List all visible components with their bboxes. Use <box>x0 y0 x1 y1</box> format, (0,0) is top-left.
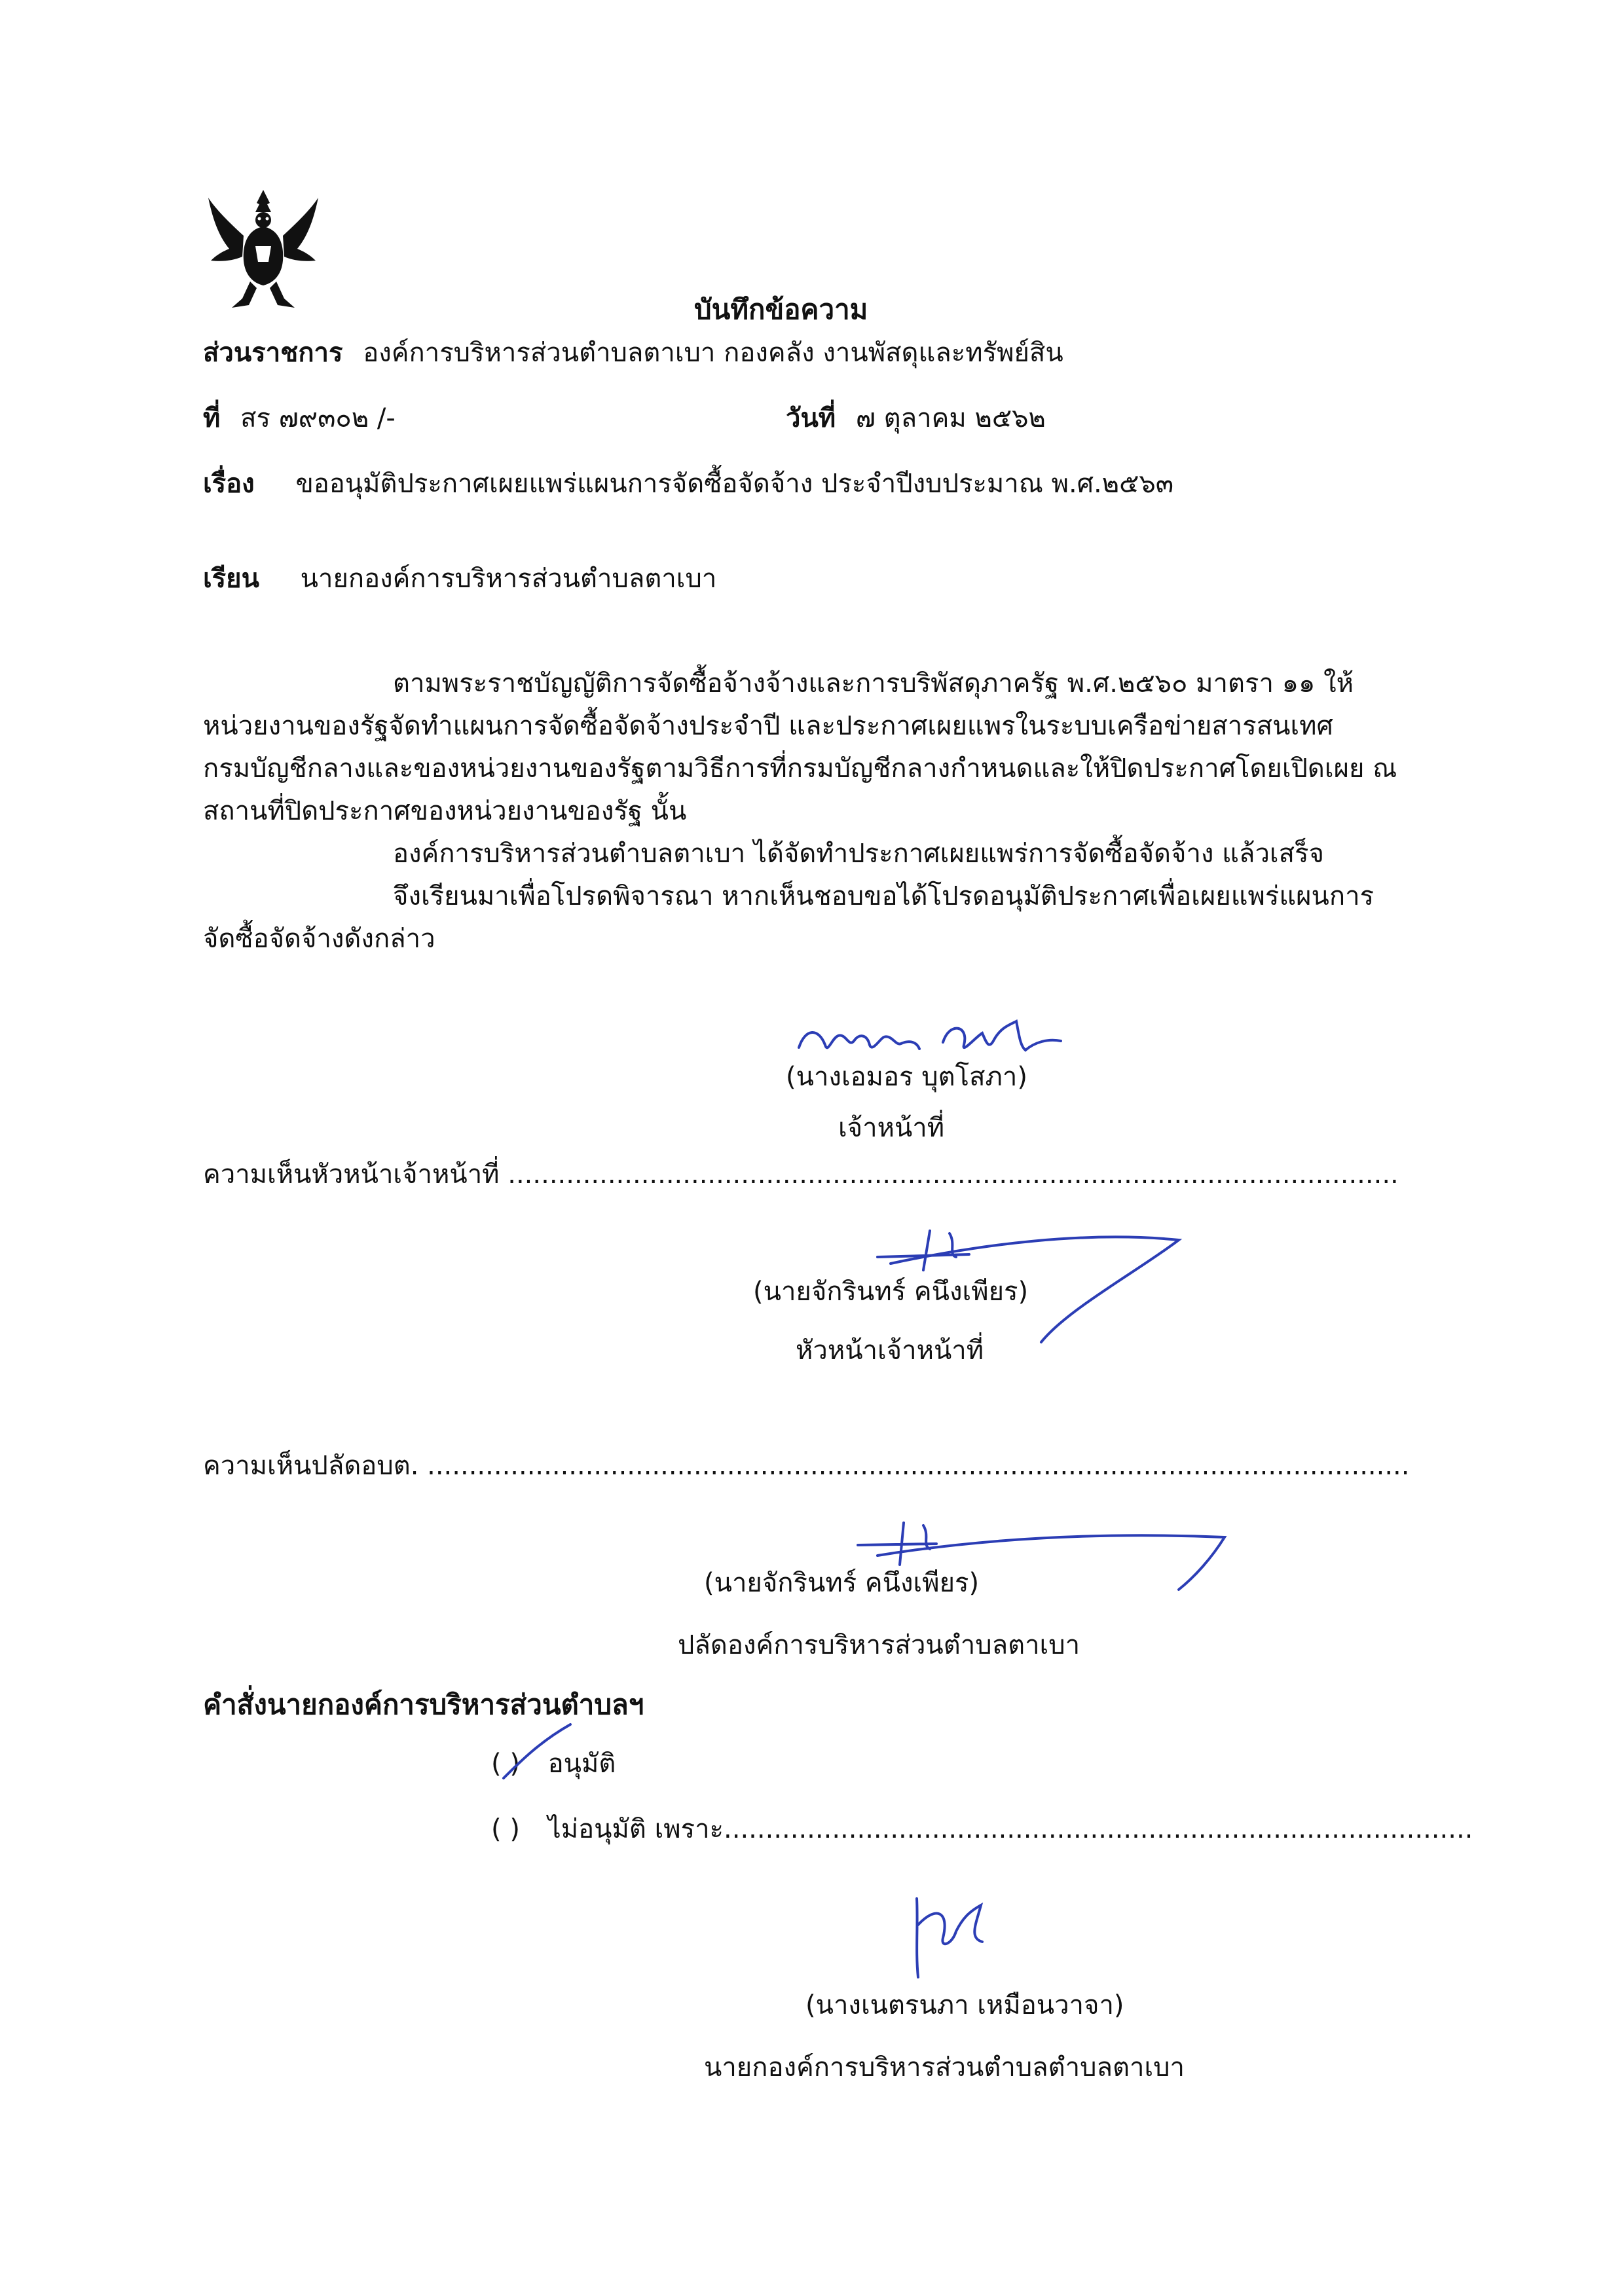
opinion-clerk-name: (นายจักรินทร์ คนึงเพียร) <box>704 1568 980 1598</box>
opinion-head-name: (นายจักรินทร์ คนึงเพียร) <box>753 1277 1029 1307</box>
approve-checkbox[interactable]: ( ) <box>491 1749 520 1779</box>
opinion-head-position: หัวหน้าเจ้าหน้าที่ <box>796 1336 984 1366</box>
ref-label: ที่ <box>203 403 221 433</box>
body-line-4: สถานที่ปิดประกาศของหน่วยงานของรัฐ นั้น <box>203 796 687 826</box>
body-line-6: จึงเรียนมาเพื่อโปรดพิจารณา หากเห็นชอบขอได้โปรดอนุมัติประกาศเพื่อเผยแพร่แผนการ <box>393 881 1375 911</box>
body-line-5: องค์การบริหารส่วนตำบลตาเบา ได้จัดทำประกาศเผยแพร่การจัดซื้อจัดจ้าง แล้วเสร็จ <box>393 839 1324 869</box>
to-row <box>203 563 716 594</box>
agency-label: ส่วนราชการ <box>203 338 343 368</box>
date-label: วันที่ <box>786 403 836 433</box>
body-line-2: หน่วยงานของรัฐจัดทำแผนการจัดซื้อจัดจ้างประจำปี และประกาศเผยแพรในระบบเครือข่ายสารสนเทศ <box>203 711 1333 741</box>
agency-value: องค์การบริหารส่วนตำบลตาเบา กองคลัง งานพัสดุและทรัพย์สิน <box>363 338 1063 368</box>
order-heading: คำสั่งนายกองค์การบริหารส่วนตำบลฯ <box>203 1688 644 1721</box>
to-label: เรียน <box>203 564 259 594</box>
garuda-emblem-icon <box>203 183 324 314</box>
body-line-1: ตามพระราชบัญญัติการจัดซื้อจ้างจ้างและการบริพัสดุภาครัฐ พ.ศ.๒๕๖๐ มาตรา ๑๑ ให้ <box>393 668 1354 699</box>
signer-1-position: เจ้าหน้าที่ <box>838 1113 945 1143</box>
date-value: ๗ ตุลาคม ๒๕๖๒ <box>855 403 1046 433</box>
opinion-clerk-label: ความเห็นปลัดอบต. ...................................................................................................................... <box>203 1451 1410 1481</box>
order-signer-position: นายกองค์การบริหารส่วนตำบลตำบลตาเบา <box>704 2052 1185 2083</box>
subject-value: ขออนุมัติประกาศเผยแพร่แผนการจัดซื้อจัดจ้าง ประจำปีงบประมาณ พ.ศ.๒๕๖๓ <box>295 469 1174 499</box>
order-signer-name: (นางเนตรนภา เหมือนวาจา) <box>805 1990 1124 2020</box>
date-row <box>786 403 1046 434</box>
ref-row <box>203 403 396 434</box>
opinion-head-label: ความเห็นหัวหน้าเจ้าหน้าที่ ........................................................................................................... <box>203 1159 1399 1190</box>
reject-label: ไม่อนุมัติ เพราะ.......................................................................................... <box>547 1814 1473 1844</box>
opinion-clerk-position: ปลัดองค์การบริหารส่วนตำบลตาเบา <box>678 1630 1080 1660</box>
ref-value: สร ๗๙๓๐๒ /- <box>240 403 396 433</box>
subject-label: เรื่อง <box>203 469 255 499</box>
body-line-7: จัดซื้อจัดจ้างดังกล่าว <box>203 924 435 954</box>
signature-4 <box>904 1886 995 1984</box>
body-line-3: กรมบัญชีกลางและของหน่วยงานของรัฐตามวิธีการที่กรมบัญชีกลางกำหนดและให้ปิดประกาศโดยเปิดเผย ณ <box>203 754 1397 784</box>
signer-1-name: (นางเอมอร บุตโสภา) <box>786 1062 1027 1092</box>
agency-row <box>203 337 1063 369</box>
subject-row <box>203 468 1173 500</box>
approve-label: อนุมัติ <box>547 1749 616 1779</box>
approve-checkmark <box>501 1722 573 1781</box>
memo-title: บันทึกข้อความ <box>694 293 868 325</box>
to-value: นายกองค์การบริหารส่วนตำบลตาเบา <box>300 564 717 594</box>
reject-checkbox[interactable]: ( ) <box>491 1814 520 1844</box>
reject-option <box>491 1813 1473 1845</box>
